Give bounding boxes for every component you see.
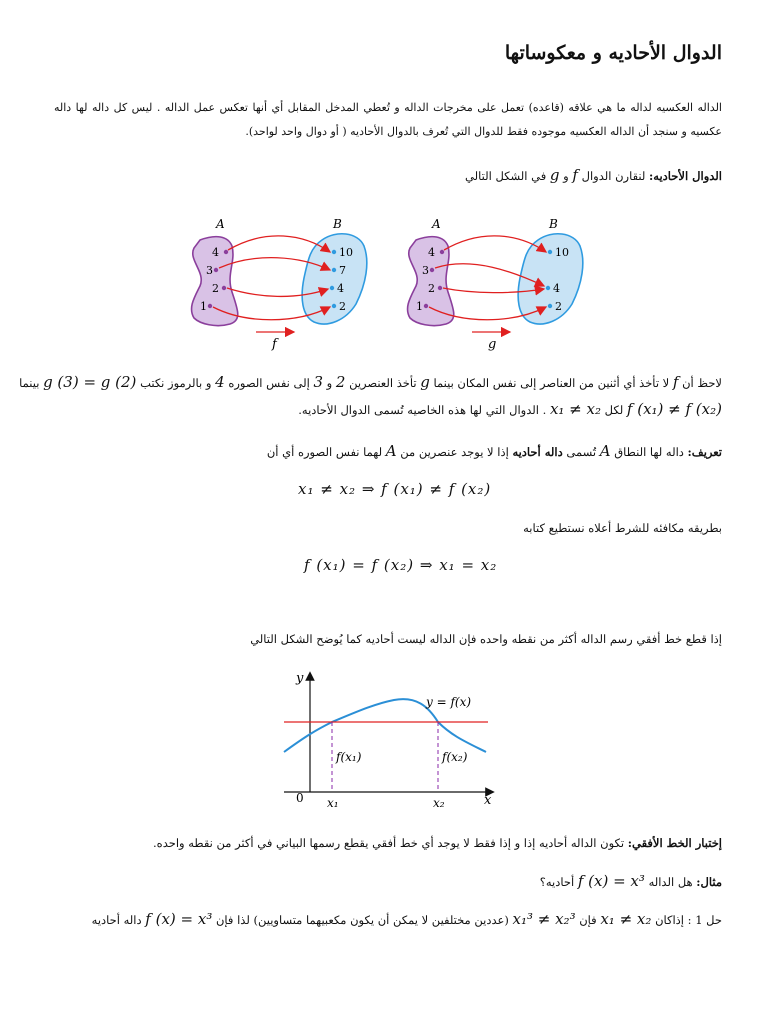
solution-label: حل 1 :: [687, 913, 722, 927]
definition: [267, 442, 722, 460]
set-b-blob: [302, 234, 367, 324]
solution-expression: f (x) = x³: [145, 910, 213, 928]
solution-text: فإن: [579, 913, 597, 927]
domain-3: 3: [206, 264, 213, 277]
g-symbol: g: [549, 166, 560, 184]
number-4: 4: [215, 373, 225, 391]
domain-1: 1: [200, 300, 207, 313]
one-to-one-text-end: في الشكل التالي: [465, 169, 547, 183]
range-g-4: 4: [553, 282, 560, 295]
number-2: 2: [335, 373, 346, 391]
obs-text: لاحظ أن: [682, 376, 722, 390]
range-f-10: 10: [339, 246, 353, 259]
example-text: هل الداله: [648, 875, 693, 889]
set-a-label: A: [432, 217, 441, 231]
page-title: الدوال الأحاديه و معكوساتها: [504, 42, 722, 64]
solution: [92, 910, 722, 928]
x-axis-label: x: [484, 793, 492, 808]
observation-line-1: [19, 373, 722, 391]
obs-text: إلى نفس الصوره: [228, 376, 310, 390]
equation-one-to-one: x₁ ≠ x₂ ⇒ f (x₁) ≠ f (x₂): [298, 480, 492, 498]
horizontal-line-graph: [276, 668, 502, 812]
set-a-label: A: [216, 217, 225, 231]
y-axis-label: y: [296, 671, 304, 686]
obs-text: لا تأخذ أي أثنين من العناصر إلى نفس المكان بينما: [433, 376, 670, 390]
solution-text: إذاكان: [655, 913, 684, 927]
one-to-one-label: الدوال الأحاديه:: [649, 169, 722, 183]
f-label: f: [272, 337, 277, 352]
cube-inequality: x₁³ ≠ x₂³: [512, 910, 576, 928]
range-f-7: 7: [339, 264, 346, 277]
set-a-symbol: A: [599, 442, 611, 460]
fx2-label: f(x₂): [442, 750, 468, 764]
domain-2: 2: [428, 282, 435, 295]
definition-label: تعريف:: [687, 445, 722, 459]
def-text: تُسمى: [566, 445, 597, 459]
x2-label: x₂: [433, 796, 445, 810]
def-text: إذا لا يوجد عنصرين من: [400, 445, 509, 459]
g-equality: g (3) = g (2): [43, 373, 137, 391]
example-expression: f (x) = x³: [577, 872, 645, 890]
set-b-label: B: [549, 217, 558, 231]
test-label: إختبار الخط الأفقي:: [627, 836, 722, 850]
range-f-2: 2: [339, 300, 346, 313]
equation-equivalent: f (x₁) = f (x₂) ⇒ x₁ = x₂: [304, 556, 498, 574]
test-text: تكون الداله أحاديه إذا و إذا فقط لا يوجد أي خط أفقي يقطع رسمها البياني في أكثر من نقطه واحده.: [153, 836, 625, 850]
intro-paragraph: الداله العكسيه لداله ما هي علاقه (قاعده) تعمل على مخرجات الداله و تُعطي المدخل المقابل أي أنها تعكس عمل الداله . ليس كل داله لها داله عكسيه و سنجد أن الداله العكسيه موجوده فقط للدوال التي تُعرف بالدوال الأحاديه ( أو دوال واحد لواحد).: [54, 101, 722, 138]
domain-1: 1: [416, 300, 423, 313]
def-text: داله لها النطاق: [614, 445, 684, 459]
horizontal-line-text: إذا قطع خط أفقي رسم الداله أكثر من نقطه واحده فإن الداله ليست أحاديه كما يُوضح الشكل التالي: [250, 632, 722, 646]
example: [540, 872, 722, 890]
equivalent-text: بطريقه مكافئه للشرط أعلاه نستطيع كتابه: [523, 521, 722, 535]
x-inequality: x₁ ≠ x₂: [600, 910, 652, 928]
one-to-one-intro: [465, 166, 722, 184]
f-symbol: f: [672, 373, 679, 391]
domain-4: 4: [212, 246, 219, 259]
f-inequality: f (x₁) ≠ f (x₂): [626, 400, 722, 418]
solution-text: (عددين مختلفين لا يمكن أن يكون مكعبيهما متساويين) لذا فإن: [215, 913, 509, 927]
number-3: 3: [313, 373, 323, 391]
and-text: و: [563, 169, 569, 183]
obs-text: لكل: [604, 403, 624, 417]
mapping-diagram: [186, 212, 586, 362]
one-to-one-text: لنقارن الدوال: [581, 169, 646, 183]
range-g-2: 2: [555, 300, 562, 313]
origin-label: 0: [296, 791, 304, 805]
g-symbol: g: [420, 373, 430, 391]
example-label: مثال:: [696, 875, 722, 889]
set-b-label: B: [333, 217, 342, 231]
range-g-10: 10: [555, 246, 569, 259]
obs-text: بينما: [19, 376, 40, 390]
diagram-g: [408, 217, 583, 352]
f-symbol: f: [572, 166, 578, 184]
x1-label: x₁: [327, 796, 339, 810]
def-text: لهما نفس الصوره أي أن: [266, 445, 383, 459]
diagram-f: [192, 217, 367, 352]
range-f-4: 4: [337, 282, 344, 295]
obs-text: و بالرموز نكتب: [140, 376, 212, 390]
domain-2: 2: [212, 282, 219, 295]
observation-line-2: [298, 400, 722, 418]
solution-text: داله أحاديه: [91, 913, 142, 927]
domain-4: 4: [428, 246, 435, 259]
g-label: g: [488, 337, 497, 352]
and-text: و: [326, 376, 333, 390]
obs-text: تأخذ العنصرين: [349, 376, 417, 390]
x-inequality: x₁ ≠ x₂: [549, 400, 601, 418]
curve-label: y = f(x): [426, 695, 472, 709]
set-a-symbol: A: [385, 442, 397, 460]
obs-text: . الدوال التي لها هذه الخاصيه تُسمى الدوال الأحاديه.: [298, 403, 547, 417]
fx1-label: f(x₁): [336, 750, 362, 764]
definition-term: داله أحاديه: [512, 445, 563, 459]
example-text: أحاديه؟: [539, 875, 575, 889]
domain-3: 3: [422, 264, 429, 277]
horizontal-line-test: [153, 836, 722, 850]
